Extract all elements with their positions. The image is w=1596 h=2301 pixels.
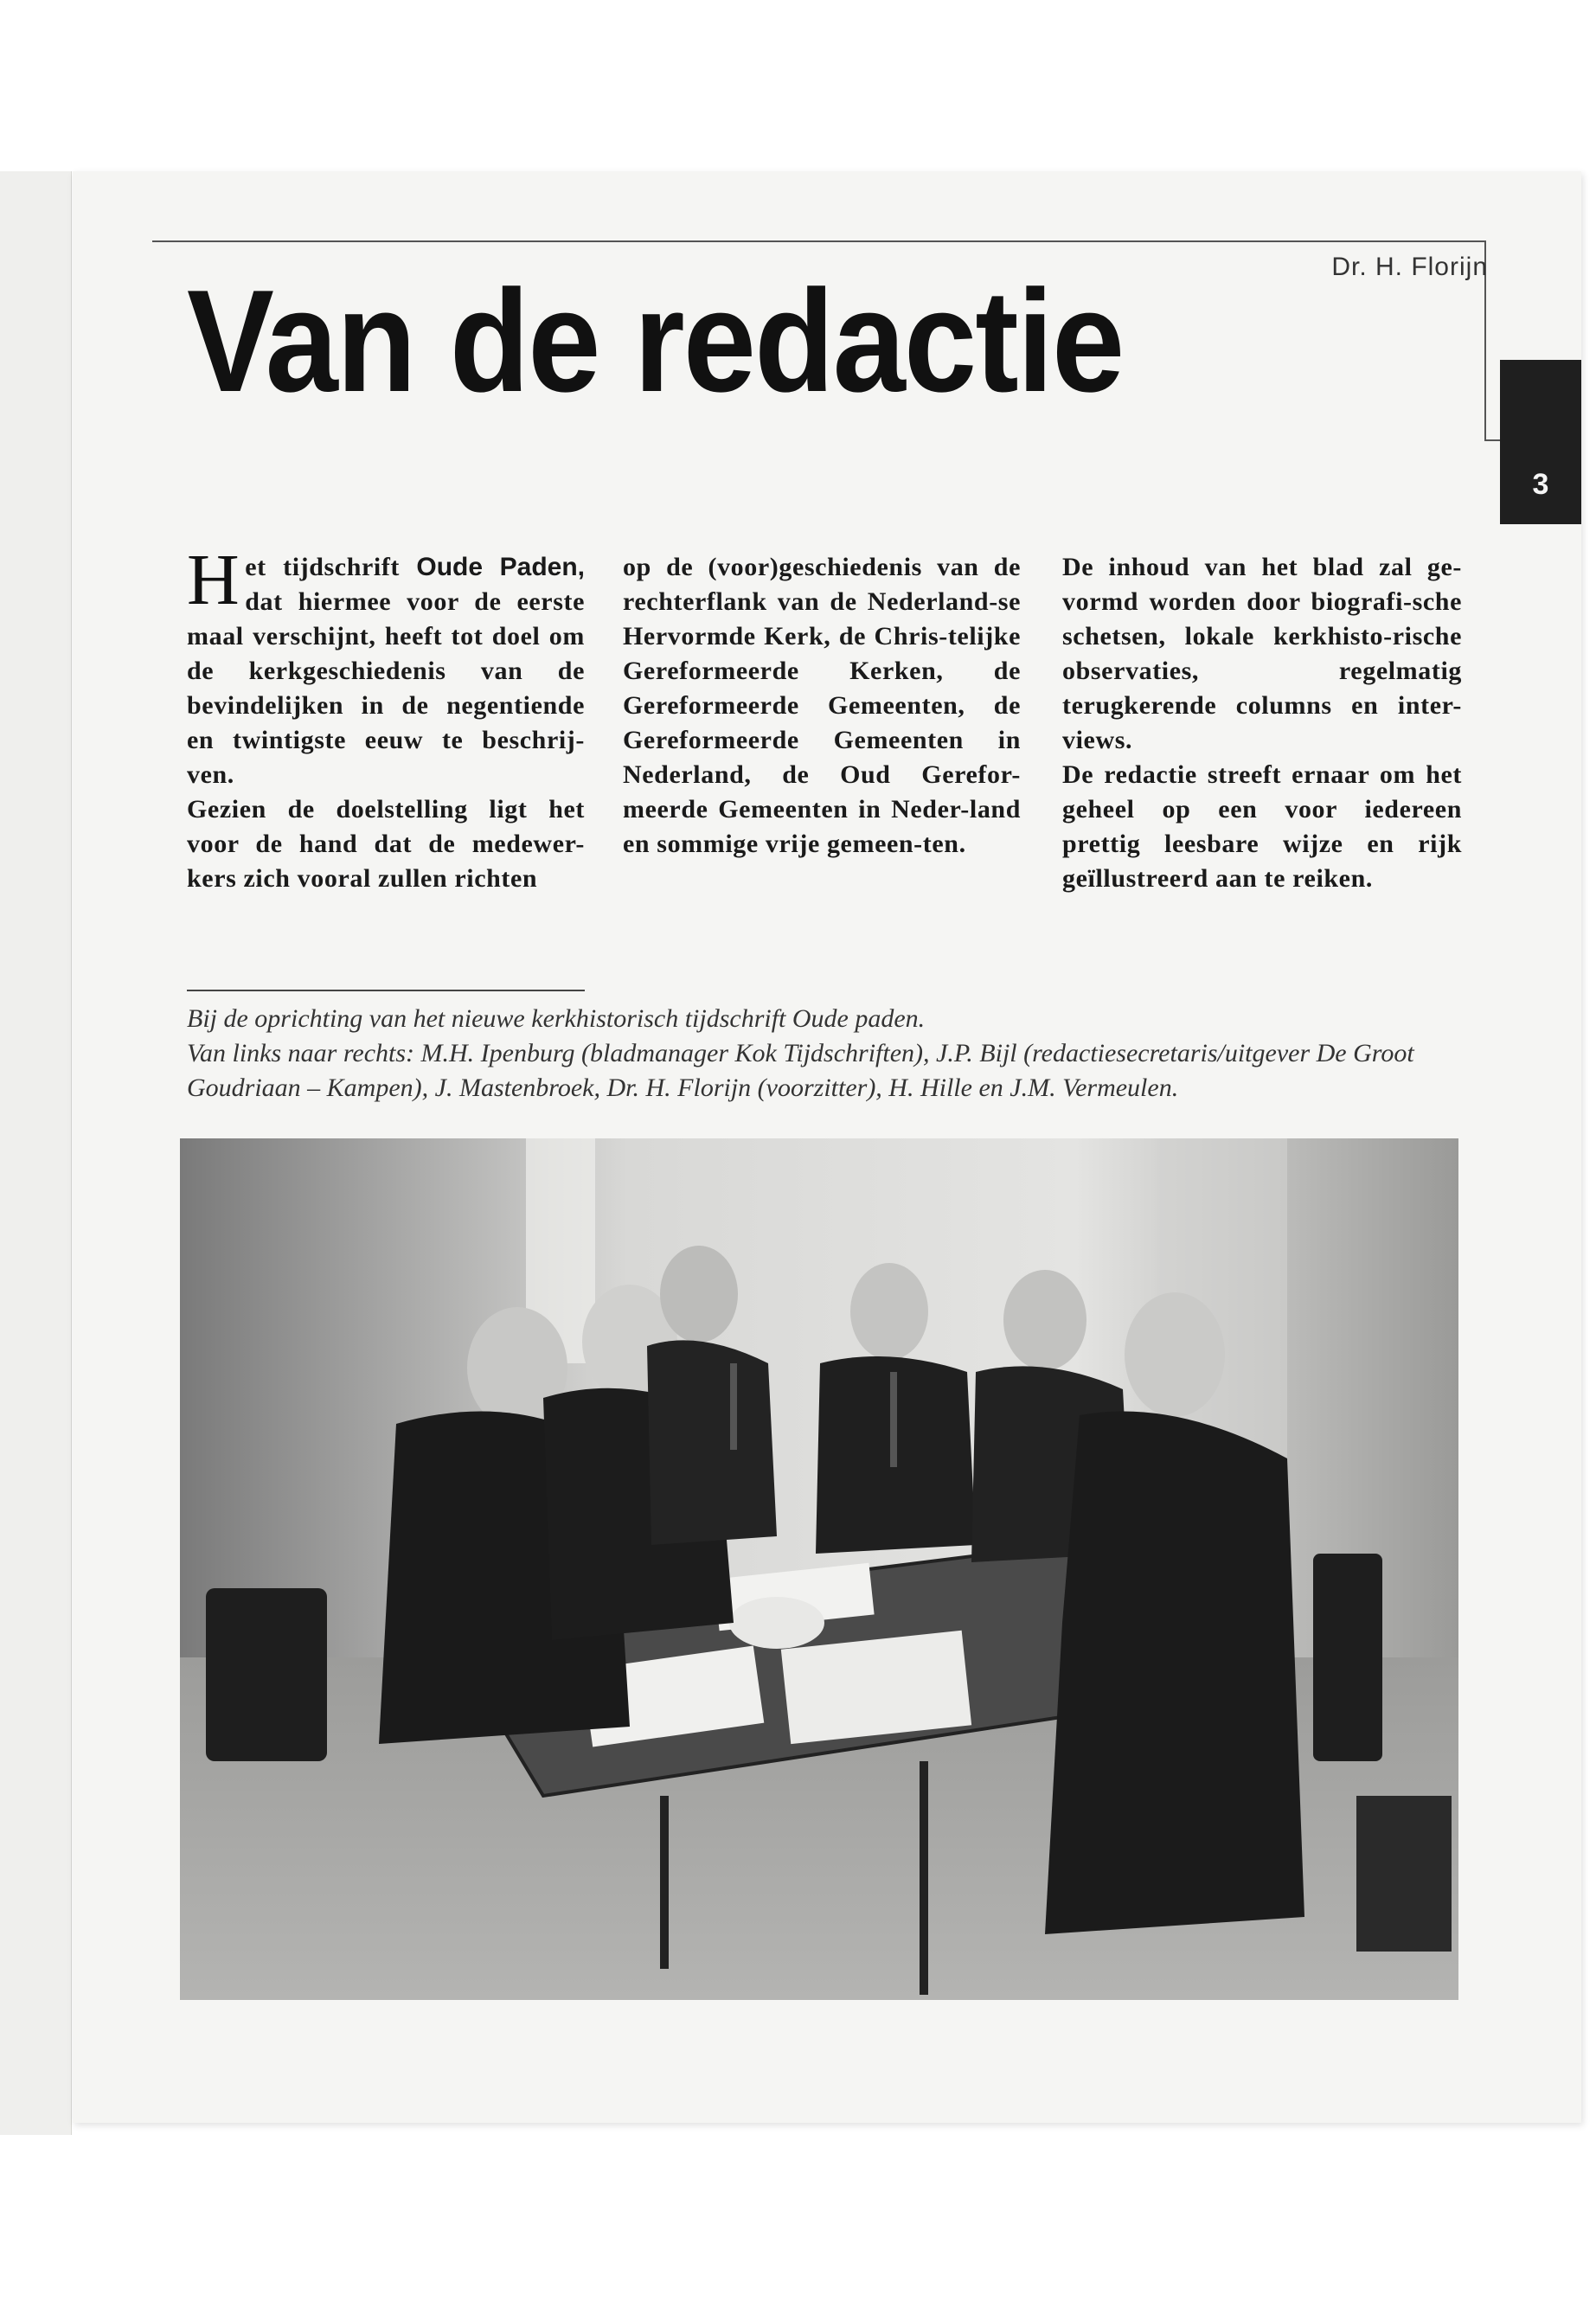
header-rule [152, 240, 1484, 242]
paragraph: De redactie streeft ernaar om het geheel op een voor iedereen prettig leesbare wijze en rijk geïllustreerd aan te reiken. [1062, 760, 1462, 893]
paragraph: De inhoud van het blad zal ge-vormd worden door biografi-sche schetsen, lokale kerkhisto-rische observaties, regelmatig terugkerende columns en inter-views. [1062, 553, 1462, 754]
text-run: et tijdschrift [245, 553, 417, 581]
article-column-1 [187, 540, 585, 896]
paragraph: op de (voor)geschiedenis van de rechterflank van de Nederland-se Hervormde Kerk, de Chris-telijke Gereformeerde Kerken, de Gereformeerde Gemeenten, de Gereformeerde Gemeenten in Nederland, de Oud Gerefor-meerde Gemeenten in Neder-land en sommige vrije gemeen-ten. [623, 553, 1021, 858]
author-byline: Dr. H. Florijn [1331, 253, 1488, 281]
photo-caption [187, 1002, 1467, 1106]
caption-line: Goudriaan – Kampen), J. Mastenbroek, Dr. H. Florijn (voorzitter), H. Hille en J.M. Vermeulen. [187, 1074, 1179, 1102]
caption-rule [187, 990, 585, 991]
article-column-3 [1062, 550, 1462, 896]
paragraph [187, 540, 585, 792]
article-column-2 [623, 550, 1021, 862]
caption-line: Bij de oprichting van het nieuwe kerkhistorisch tijdschrift Oude paden. [187, 1004, 926, 1033]
page-number-tab [1500, 360, 1581, 524]
group-photo-illustration [180, 1138, 1458, 2000]
drop-cap: H [187, 540, 240, 620]
caption-line: Van links naar rechts: M.H. Ipenburg (bladmanager Kok Tijdschriften), J.P. Bijl (redactiesecretaris/uitgever De Groot [187, 1039, 1414, 1067]
page-title: Van de redactie [187, 260, 1124, 422]
text-run: dat hiermee voor de eerste maal verschijnt, heeft tot doel om de kerkgeschiedenis van de bevindelijken in de negentiende en twintigste eeuw te beschrij-ven. [187, 587, 585, 789]
page-number: 3 [1532, 468, 1549, 501]
magazine-name: Oude Paden, [416, 553, 585, 581]
facing-page-edge [0, 171, 72, 2135]
paragraph: Gezien de doelstelling ligt het voor de hand dat de medewer-kers zich vooral zullen richten [187, 795, 585, 893]
group-photo [180, 1138, 1458, 2000]
